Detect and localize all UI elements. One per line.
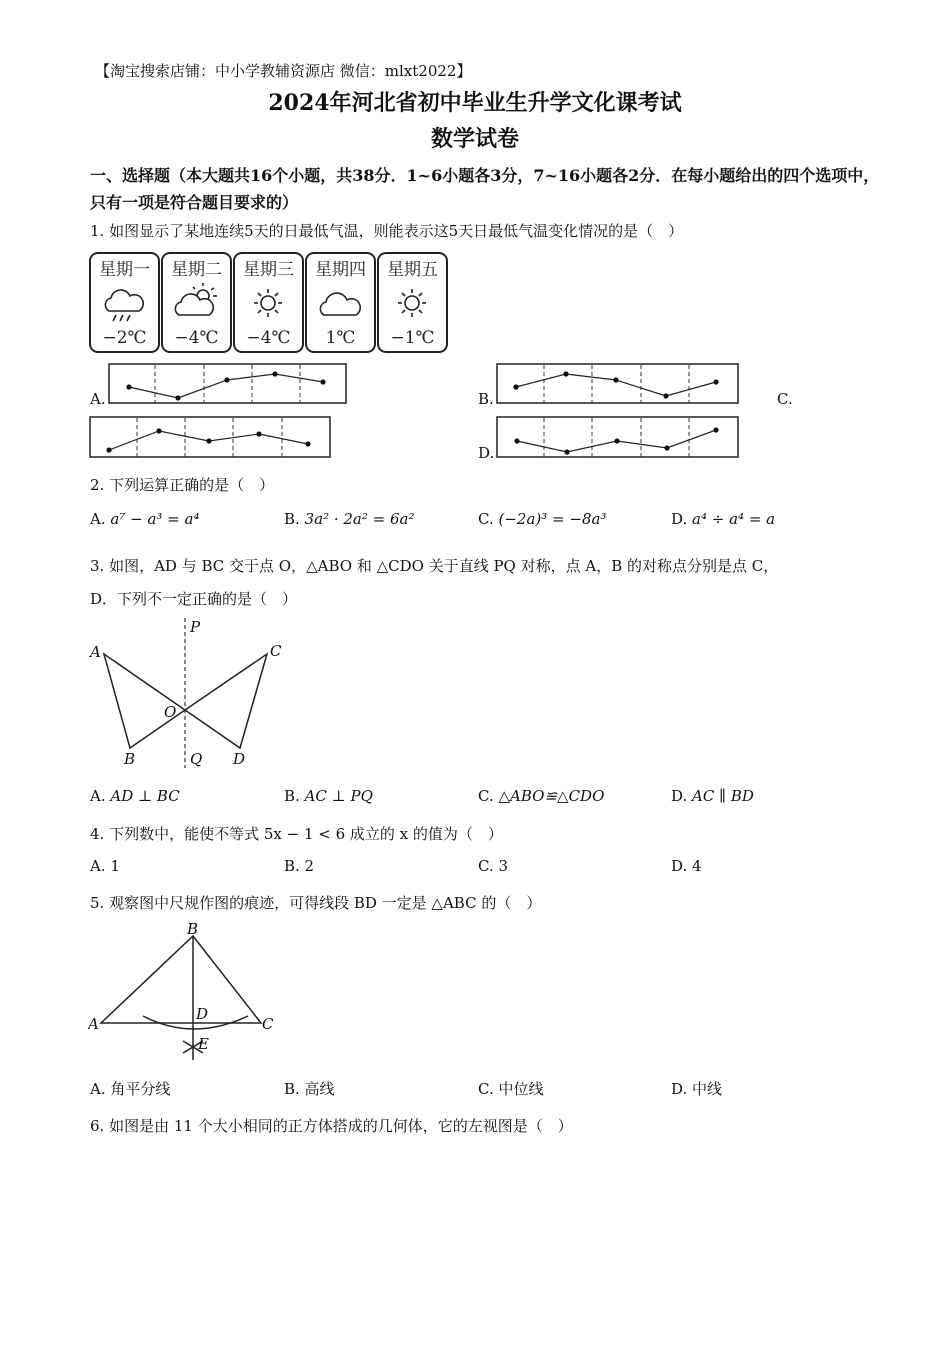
- weather-card-thu: [306, 253, 375, 352]
- point-label: B: [187, 920, 199, 938]
- q4-option-d[interactable]: D. 4: [671, 857, 702, 875]
- question-4-text: 4. 下列数中，能使不等式 5x − 1 < 6 成立的 x 的值为（ ）: [90, 825, 503, 843]
- q3-option-b[interactable]: B. AC ⊥ PQ: [284, 787, 373, 805]
- q1-option-c-graph[interactable]: [89, 416, 332, 463]
- expr: 3a² · 2a² = 6a²: [304, 510, 415, 528]
- expr: (−2a)³ = −8a³: [498, 510, 607, 528]
- expr: AD ⊥ BC: [110, 787, 180, 805]
- q5-figure: [88, 920, 288, 1068]
- point-label: Q: [190, 750, 203, 768]
- q3-option-c[interactable]: C. △ABO≌△CDO: [478, 787, 605, 805]
- q3-option-d[interactable]: D. AC ∥ BD: [671, 787, 754, 805]
- expr: a⁴ ÷ a⁴ = a: [692, 510, 776, 528]
- question-1-text: 1. 如图显示了某地连续5天的日最低气温，则能表示这5天日最低气温变化情况的是（ ）: [90, 222, 684, 240]
- question-3-text-a: 3. 如图，AD 与 BC 交于点 O，△ABO 和 △CDO 关于直线 PQ 对称，点 A，B 的对称点分别是点 C，: [90, 557, 779, 575]
- expr: △ABO≌△CDO: [498, 787, 605, 805]
- q1-option-b-label[interactable]: B.: [478, 390, 494, 408]
- day-label: 星期四: [315, 260, 366, 280]
- q2-option-c[interactable]: C. (−2a)³ = −8a³: [478, 510, 607, 528]
- q5-option-c[interactable]: C. 中位线: [478, 1080, 544, 1098]
- weather-card-tue: [162, 253, 231, 352]
- q1-option-a-label[interactable]: A.: [90, 390, 106, 408]
- point-label: A: [90, 643, 101, 661]
- q2-option-a[interactable]: A. a⁷ − a³ = a⁴: [90, 510, 200, 528]
- question-6-text: 6. 如图是由 11 个大小相同的正方体搭成的几何体，它的左视图是（ ）: [90, 1117, 573, 1135]
- question-2-text: 2. 下列运算正确的是（ ）: [90, 476, 275, 494]
- temp-label: −4℃: [246, 328, 291, 348]
- q4-option-a[interactable]: A. 1: [90, 857, 120, 875]
- q4-option-c[interactable]: C. 3: [478, 857, 509, 875]
- point-label: O: [164, 703, 177, 721]
- point-label: E: [198, 1035, 209, 1053]
- point-label: C: [270, 642, 282, 660]
- point-label: D: [196, 1005, 209, 1023]
- section-heading: 一、选择题（本大题共16个小题，共38分．1~6小题各3分，7~16小题各2分．在每小题给出的四个选项中，只有一项是符合题目要求的）: [90, 166, 880, 212]
- temp-label: −2℃: [102, 328, 147, 348]
- day-label: 星期二: [171, 260, 222, 280]
- point-label: P: [190, 618, 201, 636]
- point-label: D: [233, 750, 246, 768]
- temp-label: −4℃: [174, 328, 219, 348]
- q3-option-a[interactable]: A. AD ⊥ BC: [90, 787, 180, 805]
- weather-card-fri: [378, 253, 447, 352]
- expr: a⁷ − a³ = a⁴: [110, 510, 200, 528]
- day-label: 星期五: [387, 260, 438, 280]
- weather-card-mon: [90, 253, 159, 352]
- q5-option-b[interactable]: B. 高线: [284, 1080, 335, 1098]
- weather-cards: [89, 252, 451, 358]
- expr: AC ∥ BD: [692, 787, 754, 805]
- day-label: 星期一: [99, 260, 150, 280]
- question-3-text-b: D．下列不一定正确的是（ ）: [90, 590, 298, 608]
- exam-subtitle: 数学试卷: [430, 126, 519, 152]
- q1-option-d-graph[interactable]: [496, 416, 740, 463]
- q3-figure: [88, 616, 298, 776]
- q1-option-d-label[interactable]: D.: [478, 444, 495, 462]
- point-label: A: [88, 1015, 99, 1033]
- temp-label: 1℃: [325, 328, 356, 348]
- expr: AC ⊥ PQ: [304, 787, 373, 805]
- q2-option-d[interactable]: D. a⁴ ÷ a⁴ = a: [671, 510, 776, 528]
- question-5-text: 5. 观察图中尺规作图的痕迹，可得线段 BD 一定是 △ABC 的（ ）: [90, 894, 542, 912]
- q1-option-b-graph[interactable]: [496, 363, 740, 409]
- exam-title: 2024年河北省初中毕业生升学文化课考试: [268, 90, 682, 116]
- point-label: C: [262, 1015, 274, 1033]
- q5-option-d[interactable]: D. 中线: [671, 1080, 723, 1098]
- point-label: B: [124, 750, 136, 768]
- day-label: 星期三: [243, 260, 294, 280]
- temp-label: −1℃: [390, 328, 435, 348]
- q4-option-b[interactable]: B. 2: [284, 857, 315, 875]
- q2-option-b[interactable]: B. 3a² · 2a² = 6a²: [284, 510, 415, 528]
- q1-option-c-label[interactable]: C.: [777, 390, 793, 408]
- q5-option-a[interactable]: A. 角平分线: [90, 1080, 171, 1098]
- q1-option-a-graph[interactable]: [108, 363, 348, 409]
- header-note: 【淘宝搜索店铺：中小学教辅资源店 微信：mlxt2022】: [95, 62, 472, 80]
- weather-card-wed: [234, 253, 303, 352]
